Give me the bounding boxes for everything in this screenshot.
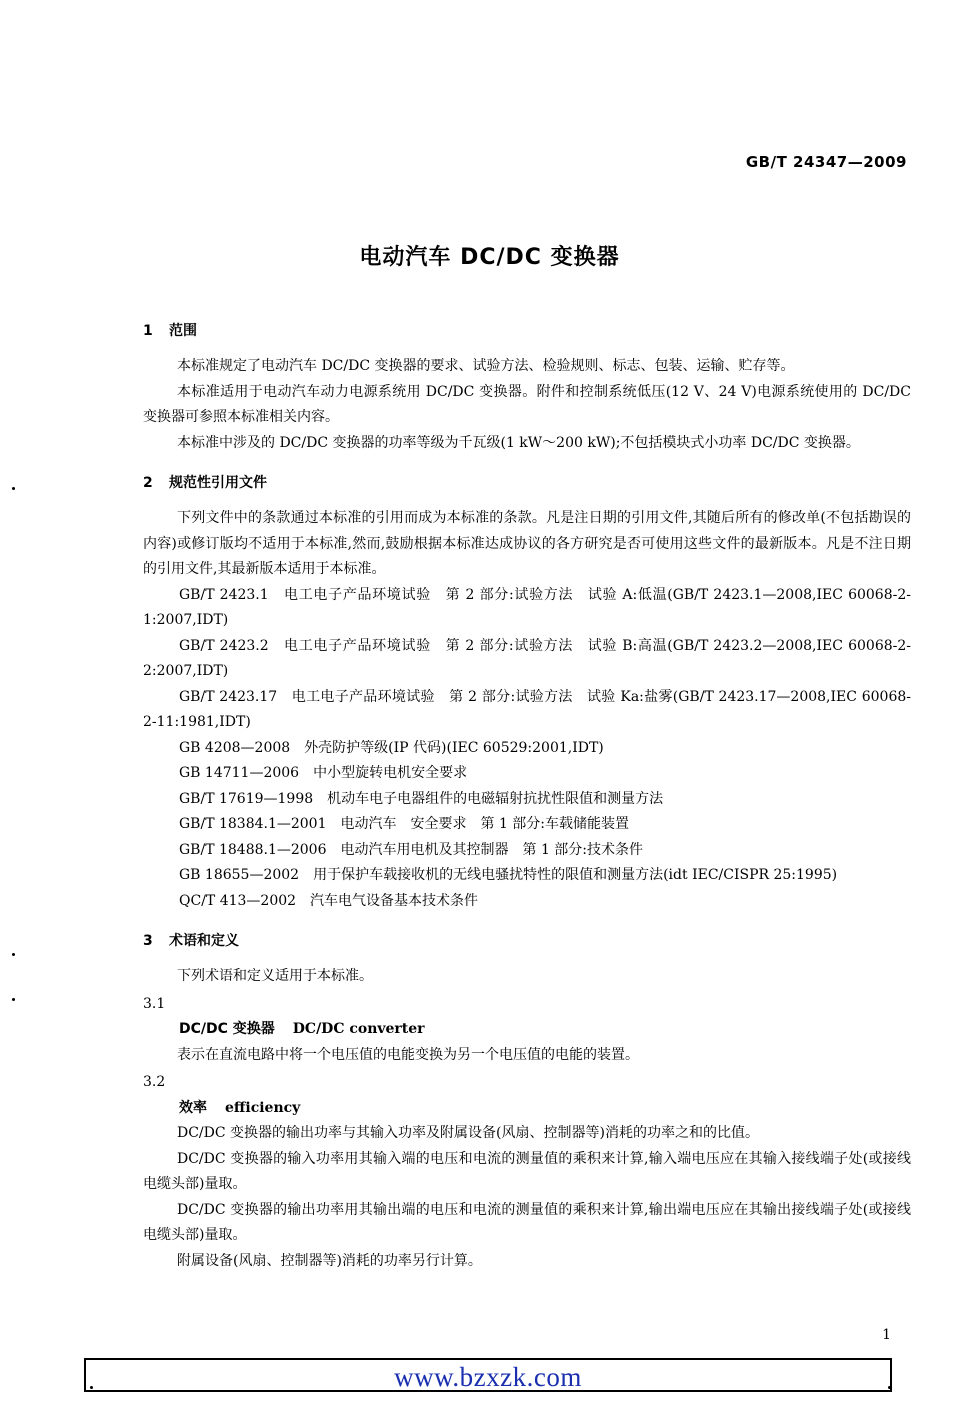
standard-code: GB/T 24347—2009 <box>745 153 907 171</box>
reference-item: GB/T 17619—1998 机动车电子电器组件的电磁辐射抗扰性限值和测量方法 <box>179 790 664 807</box>
term-definition: 表示在直流电路中将一个电压值的电能变换为另一个电压值的电能的装置。 <box>177 1046 639 1063</box>
reference-item: GB/T 18384.1—2001 电动汽车 安全要求 第 1 部分:车载储能装置 <box>179 816 630 832</box>
section-heading-scope: 1 范围 <box>143 323 197 339</box>
term-definition: 附属设备(风扇、控制器等)消耗的功率另行计算。 <box>177 1252 482 1269</box>
reference-item: GB/T 2423.1 电工电子产品环境试验 第 2 部分:试验方法 试验 A:低温(GB/T 2423.1—2008,IEC 60068-2-1:2007,IDT) <box>143 586 911 628</box>
scan-mark <box>12 953 15 956</box>
section-heading-terms-definitions: 3 术语和定义 <box>143 933 239 949</box>
term-name: DC/DC 变换器 DC/DC converter <box>179 1021 425 1037</box>
paragraph: 本标准适用于电动汽车动力电源系统用 DC/DC 变换器。附件和控制系统低压(12 V、24 V)电源系统使用的 DC/DC 变换器可参照本标准相关内容。 <box>143 383 911 425</box>
reference-item: GB 4208—2008 外壳防护等级(IP 代码)(IEC 60529:2001,IDT) <box>179 739 604 756</box>
paragraph: 下列术语和定义适用于本标准。 <box>177 968 373 984</box>
document-body <box>143 318 911 1274</box>
term-name: 效率 efficiency <box>179 1099 301 1116</box>
scan-mark <box>888 1386 891 1389</box>
paragraph: 本标准规定了电动汽车 DC/DC 变换器的要求、试验方法、检验规则、标志、包装、运输、贮存等。 <box>177 358 795 374</box>
scan-mark <box>12 487 15 490</box>
paragraph: 下列文件中的条款通过本标准的引用而成为本标准的条款。凡是注日期的引用文件,其随后所有的修改单(不包括勘误的内容)或修订版均不适用于本标准,然而,鼓励根据本标准达成协议的各方研究是否可使用这些文件的最新版本。凡是不注日期的引用文件,其最新版本适用于本标准。 <box>143 510 911 577</box>
reference-item: QC/T 413—2002 汽车电气设备基本技术条件 <box>179 892 479 909</box>
reference-item: GB/T 2423.17 电工电子产品环境试验 第 2 部分:试验方法 试验 Ka:盐雾(GB/T 2423.17—2008,IEC 60068-2-11:1981,IDT) <box>143 688 911 730</box>
reference-item: GB/T 2423.2 电工电子产品环境试验 第 2 部分:试验方法 试验 B:高温(GB/T 2423.2—2008,IEC 60068-2-2:2007,IDT) <box>143 637 911 679</box>
scan-mark <box>12 998 15 1001</box>
term-number: 3.1 <box>143 995 166 1012</box>
term-definition: DC/DC 变换器的输入功率用其输入端的电压和电流的测量值的乘积来计算,输入端电压应在其输入接线端子处(或接线电缆头部)量取。 <box>143 1150 911 1192</box>
scan-mark <box>90 1386 93 1389</box>
term-number: 3.2 <box>143 1074 166 1090</box>
term-definition: DC/DC 变换器的输出功率用其输出端的电压和电流的测量值的乘积来计算,输出端电压应在其输出接线端子处(或接线电缆头部)量取。 <box>143 1201 911 1243</box>
paragraph: 本标准中涉及的 DC/DC 变换器的功率等级为千瓦级(1 kW～200 kW);不包括模块式小功率 DC/DC 变换器。 <box>177 434 860 451</box>
reference-item: GB 14711—2006 中小型旋转电机安全要求 <box>179 765 468 781</box>
page-number: 1 <box>882 1327 891 1343</box>
reference-item: GB/T 18488.1—2006 电动汽车用电机及其控制器 第 1 部分:技术条件 <box>179 841 644 858</box>
term-definition: DC/DC 变换器的输出功率与其输入功率及附属设备(风扇、控制器等)消耗的功率之和的比值。 <box>177 1125 759 1141</box>
document-title: 电动汽车 DC/DC 变换器 <box>359 245 620 270</box>
footer-url-link[interactable]: www.bzxzk.com <box>394 1362 582 1392</box>
reference-item: GB 18655—2002 用于保护车载接收机的无线电骚扰特性的限值和测量方法(idt IEC/CISPR 25:1995) <box>179 867 838 883</box>
section-heading-normative-references: 2 规范性引用文件 <box>143 475 267 491</box>
footer-banner <box>84 1358 892 1392</box>
